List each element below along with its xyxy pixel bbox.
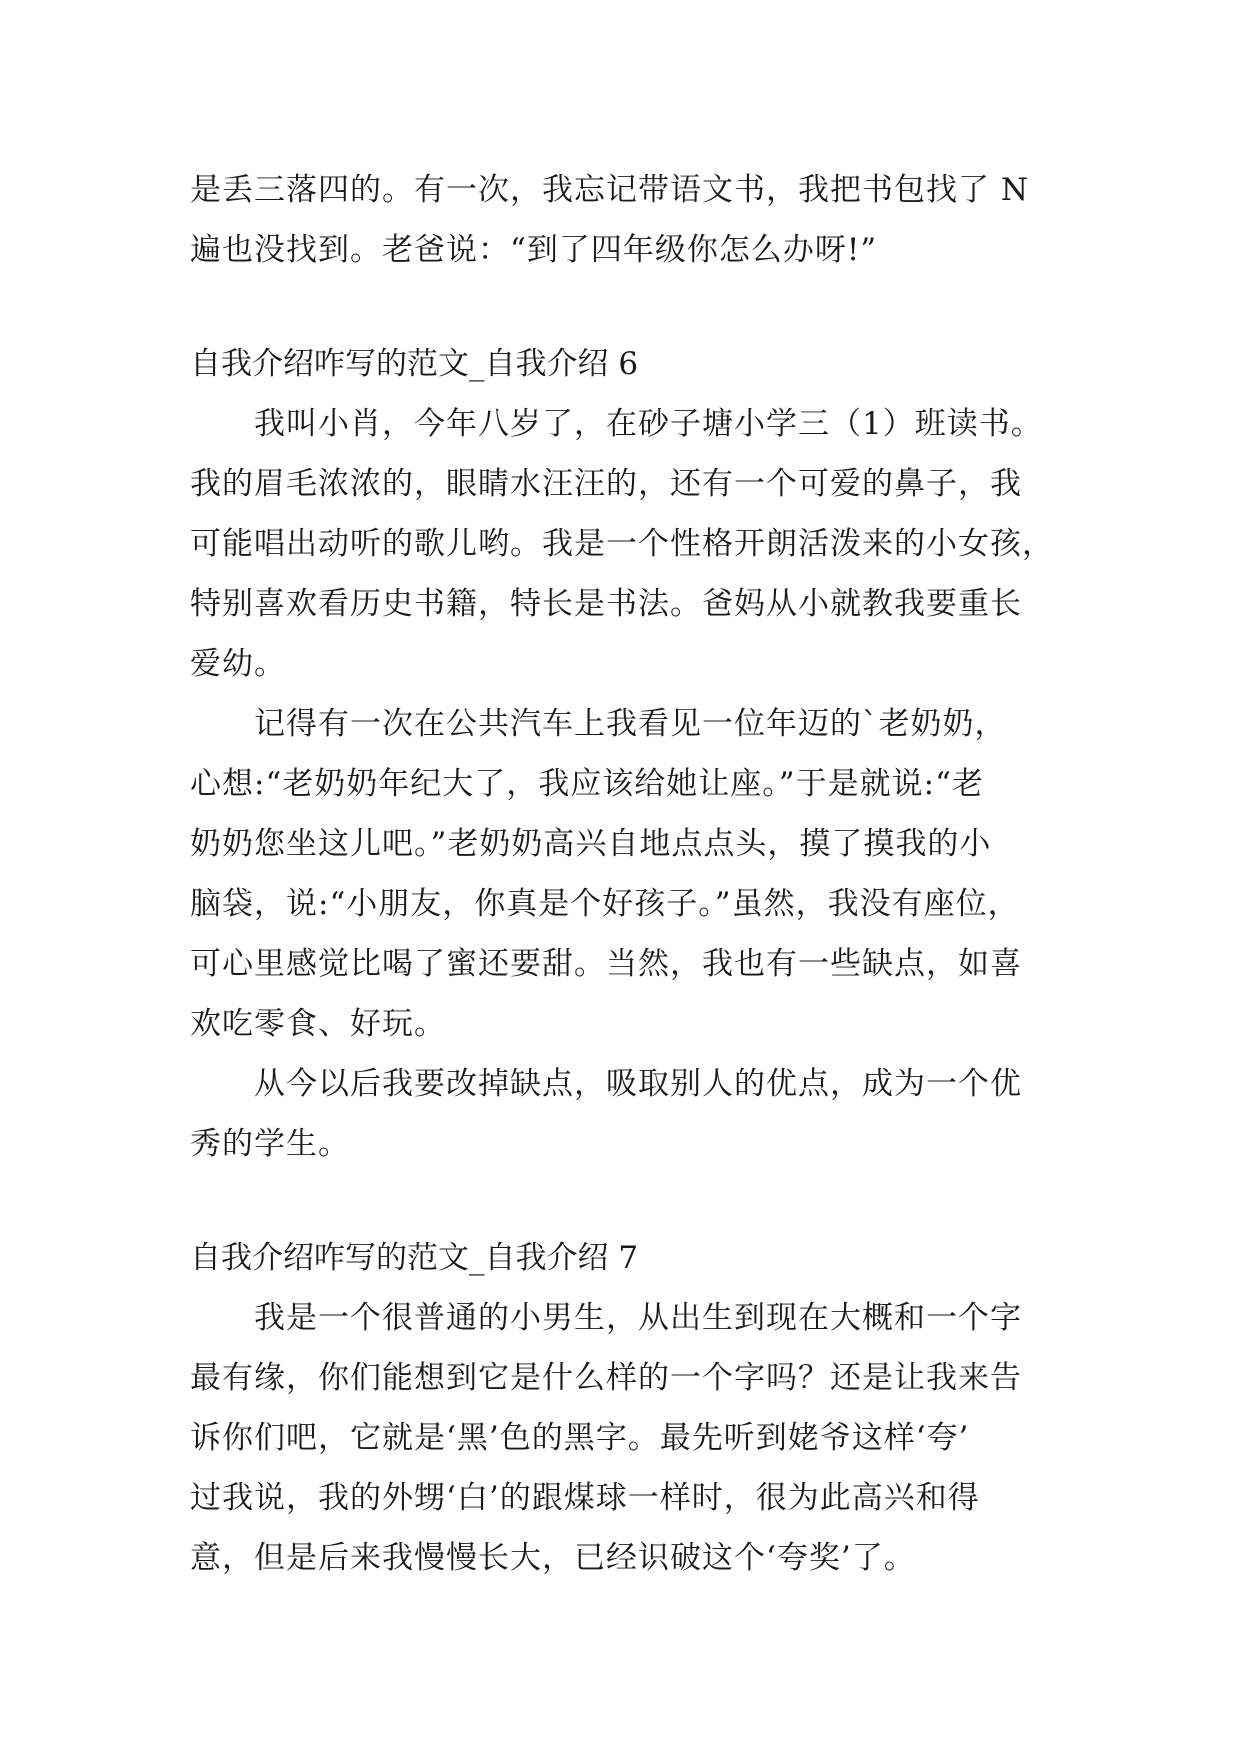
text-line: 诉你们吧，它就是‘黑’色的黑字。最先听到姥爷这样‘夸’ (190, 1420, 970, 1456)
section-6 (190, 334, 1070, 1174)
paragraph (190, 1054, 1070, 1174)
paragraph (190, 394, 1070, 694)
text-line: 爱幼。 (190, 646, 286, 682)
text-line: 我叫小肖，今年八岁了，在砂子塘小学三（1）班读书。 (254, 406, 1043, 442)
text-line: 遍也没找到。老爸说：“到了四年级你怎么办呀!” (190, 232, 878, 268)
text-line: 意，但是后来我慢慢长大，已经识破这个‘夸奖’了。 (190, 1540, 916, 1576)
section-heading: 自我介绍咋写的范文_自我介绍 7 (190, 1240, 639, 1276)
section-spacer (190, 1174, 1070, 1228)
text-line: 最有缘，你们能想到它是什么样的一个字吗？还是让我来告 (190, 1360, 1022, 1396)
text-line: 秀的学生。 (190, 1126, 350, 1162)
document-page (190, 160, 1070, 1588)
text-line: 我是一个很普通的小男生，从出生到现在大概和一个字 (254, 1300, 1022, 1336)
section-heading: 自我介绍咋写的范文_自我介绍 6 (190, 346, 639, 382)
section-spacer (190, 280, 1070, 334)
text-line: 记得有一次在公共汽车上我看见一位年迈的`老奶奶， (254, 706, 1007, 742)
text-line: 过我说，我的外甥‘白’的跟煤球一样时，很为此高兴和得 (190, 1480, 980, 1516)
text-line: 可心里感觉比喝了蜜还要甜。当然，我也有一些缺点，如喜 (190, 946, 1022, 982)
text-line: 特别喜欢看历史书籍，特长是书法。爸妈从小就教我要重长 (190, 586, 1022, 622)
text-line: 是丢三落四的。有一次，我忘记带语文书，我把书包找了 N (190, 172, 1029, 208)
section-7 (190, 1228, 1070, 1588)
paragraph-continued (190, 160, 1070, 280)
text-line: 心想:“老奶奶年纪大了，我应该给她让座。”于是就说:“老 (190, 766, 984, 802)
paragraph (190, 694, 1070, 1054)
text-line: 从今以后我要改掉缺点，吸取别人的优点，成为一个优 (254, 1066, 1022, 1102)
paragraph (190, 1288, 1070, 1588)
text-line: 我的眉毛浓浓的，眼睛水汪汪的，还有一个可爱的鼻子，我 (190, 466, 1022, 502)
text-line: 可能唱出动听的歌儿哟。我是一个性格开朗活泼来的小女孩， (190, 526, 1054, 562)
text-line: 欢吃零食、好玩。 (190, 1006, 446, 1042)
text-line: 奶奶您坐这儿吧。”老奶奶高兴自地点点头，摸了摸我的小 (190, 826, 992, 862)
text-line: 脑袋，说:“小朋友，你真是个好孩子。”虽然，我没有座位， (190, 886, 1020, 922)
